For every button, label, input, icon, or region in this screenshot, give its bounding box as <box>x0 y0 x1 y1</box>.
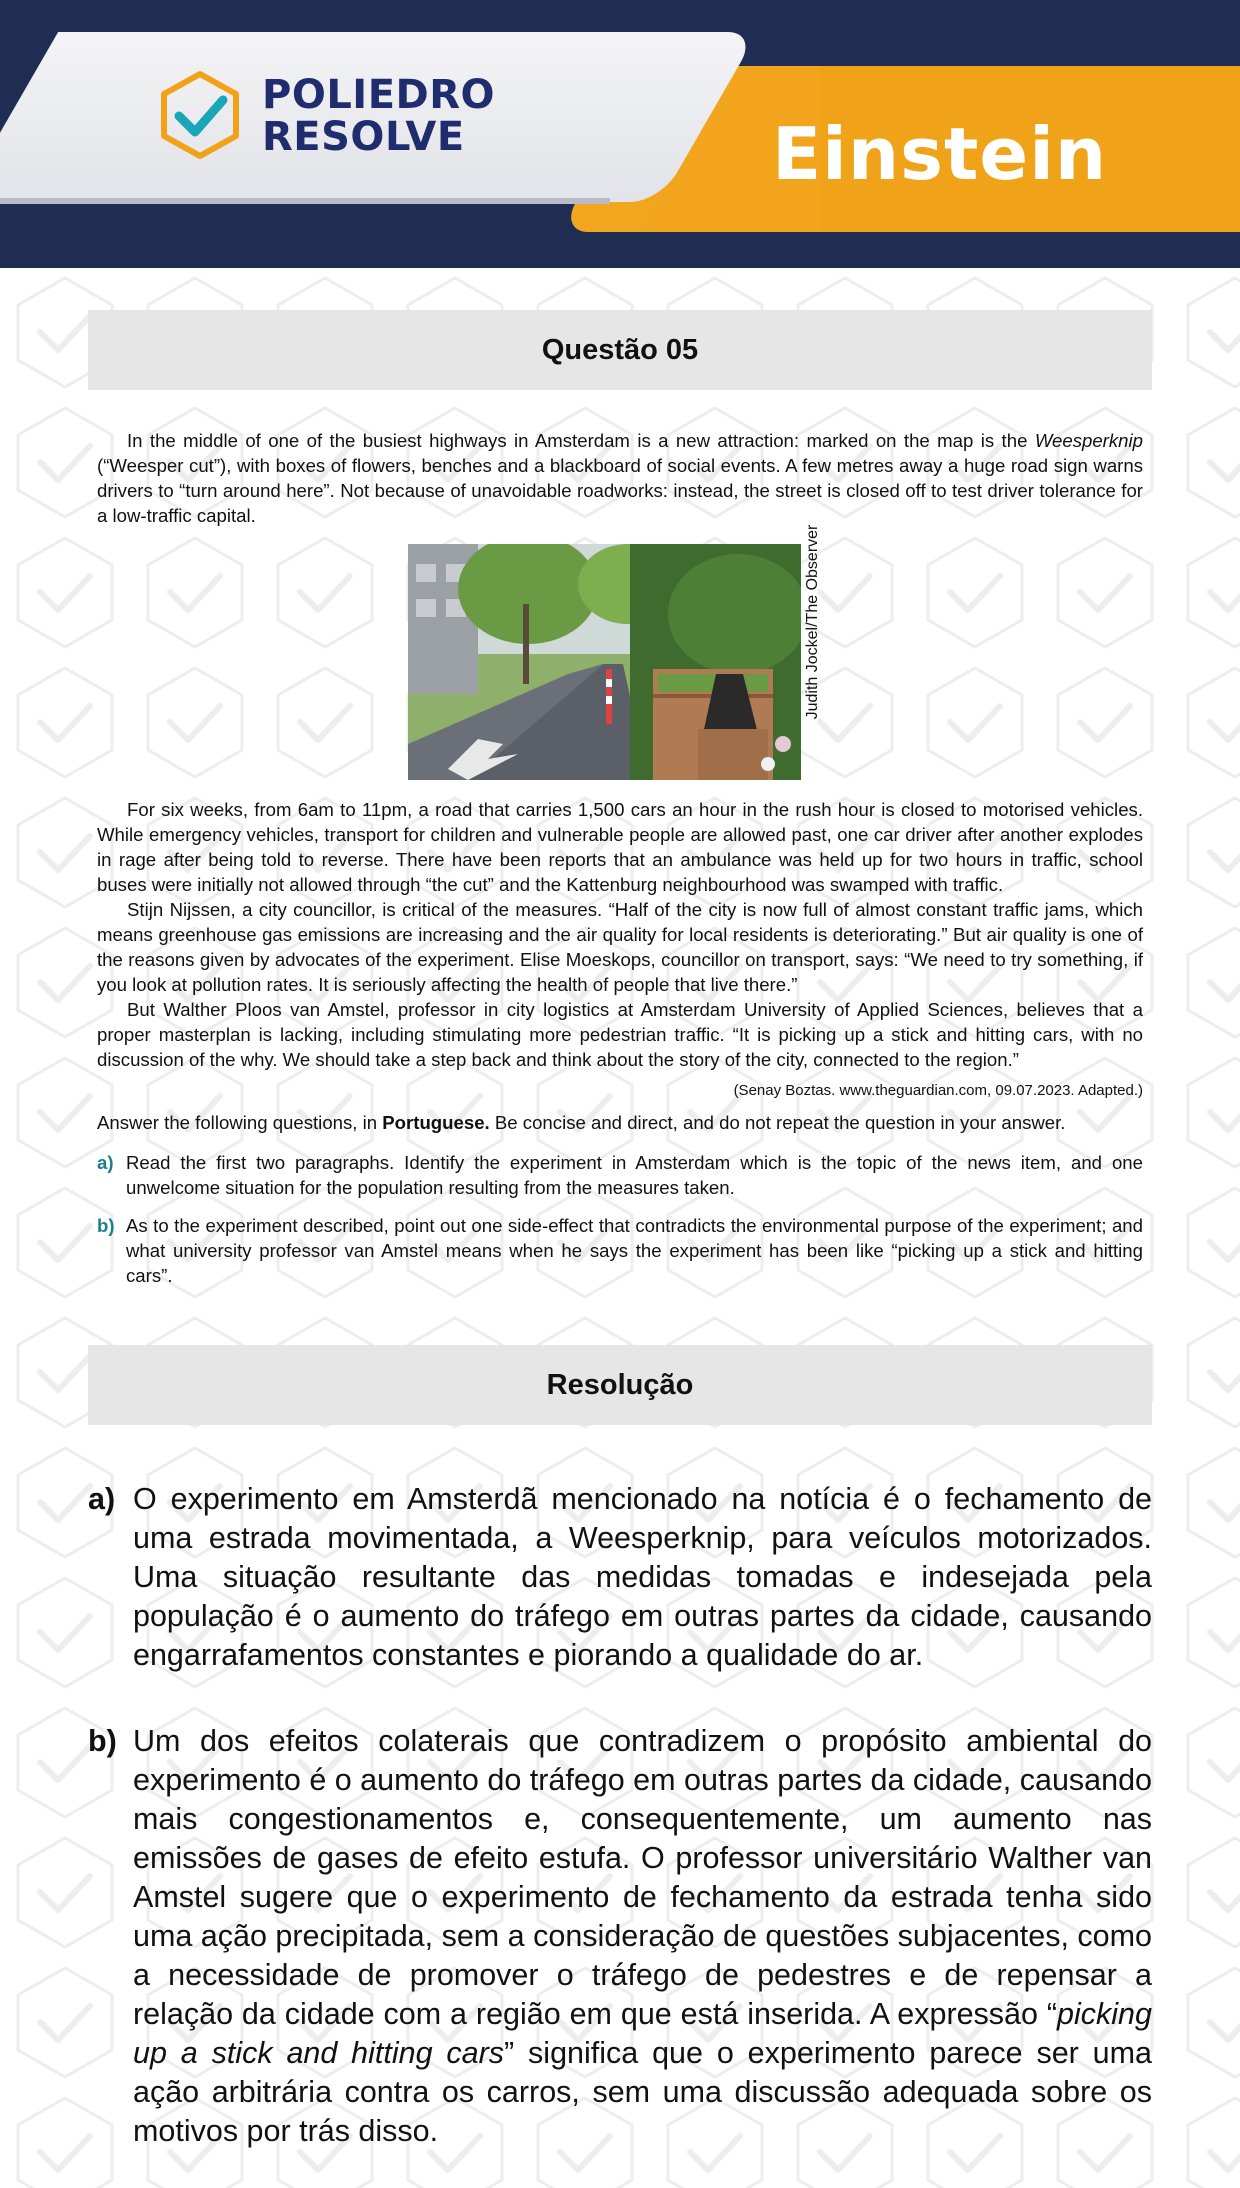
passage-paragraph-2: For six weeks, from 6am to 11pm, a road that carries 1,500 cars an hour in the rush hour is closed to motorised vehicles. While emergency vehicles, transport for children and vulnerable people are allowed past, one car driver after another explodes in rage after being told to reverse. There have been reports that an ambulance was held up for two hours in traffic, school buses were initially not allowed through “the cut” and the Kattenburg neighbourhood was swamped with traffic. <box>97 799 1143 895</box>
photo-credit: Judith Jockel/The Observer <box>804 524 821 720</box>
question-title: Questão 05 <box>541 333 699 366</box>
answer-label: a) <box>88 1482 116 1516</box>
passage-paragraph-4: But Walther Ploos van Amstel, professor in city logistics at Amsterdam University of Applied Sciences, believes that a proper masterplan is lacking, including stimulating more pedestrian traffic. “It is picking up a stick and hitting cars, with no discussion of the why. We should take a step back and think about the story of the city, connected to the region.” <box>97 999 1143 1070</box>
question-item-a <box>97 1150 1143 1200</box>
resolution-title: Resolução <box>546 1368 694 1401</box>
item-label: b) <box>97 1215 115 1236</box>
logo-wordmark <box>262 74 495 158</box>
item-text: Read the first two paragraphs. Identify the experiment in Amsterdam which is the topic of the news item, and one unwelcome situation for the population resulting from the measures taken. <box>126 1152 1143 1198</box>
answer-text: Um dos efeitos colaterais que contradizem o propósito ambiental do experimento é o aumento do tráfego em outras partes da cidade, causando mais congestionamentos e, consequentemente, um aumento nas emissões de gases de efeito estufa. O professor universitário Walther van Amstel sugere que o experimento de fechamento da estrada tenha sido uma ação precipitada, sem a consideração de questões subjacentes, como a necessidade de promover o tráfego de pedestres e de repensar a relação da cidade com a região em que está inserida. A expressão “picking up a stick and hitting cars” significa que o experimento parece ser uma ação arbitrária contra os carros, sem uma discussão adequada sobre os motivos por trás disso. <box>133 1724 1153 2148</box>
passage-paragraph-3: Stijn Nijssen, a city councillor, is critical of the measures. “Half of the city is now full of almost constant traffic jams, which means greenhouse gas emissions are increasing and the air quality for local residents is deteriorating.” But air quality is one of the reasons given by advocates of the experiment. Elise Moeskops, councillor on transport, says: “We need to try something, if you look at pollution rates. It is seriously affecting the health of people that live there.” <box>97 899 1143 995</box>
answer-text: O experimento em Amsterdã mencionado na notícia é o fechamento de uma estrada movimentada, a Weesperknip, para veículos motorizados. Uma situação resultante das medidas tomadas e indesejada pela população é o aumento do tráfego em outras partes da cidade, causando engarrafamentos constantes e piorando a qualidade do ar. <box>133 1482 1152 1672</box>
question-instruction: Answer the following questions, in Portuguese. Be concise and direct, and do not repeat the question in your answer. <box>97 1112 1066 1133</box>
question-item-b <box>97 1213 1143 1288</box>
logo-line-2: RESOLVE <box>262 114 465 160</box>
passage-paragraph-1: In the middle of one of the busiest highways in Amsterdam is a new attraction: marked on the map is the Weesperknip (“Weesper cut”), with boxes of flowers, benches and a blackboard of social events. A few metres away a huge road sign warns drivers to “turn around here”. Not because of unavoidable roadworks: instead, the street is closed off to test driver tolerance for a low-traffic capital. <box>97 430 1143 526</box>
weesperknip-term: Weesperknip <box>1034 430 1143 451</box>
question-title-bar <box>88 310 1152 390</box>
header-panel-shadow <box>0 198 610 204</box>
resolution-title-bar <box>88 1345 1152 1425</box>
check-hexagon-icon <box>155 70 245 160</box>
street-photo <box>408 544 801 780</box>
page-header <box>0 0 1240 268</box>
exam-brand: Einstein <box>772 112 1108 196</box>
item-label: a) <box>97 1152 114 1173</box>
answer-b <box>88 1722 1152 2151</box>
answer-a <box>88 1480 1152 1675</box>
answer-label: b) <box>88 1724 117 1758</box>
instruction-language: Portuguese. <box>382 1112 490 1133</box>
quoted-expression: picking up a stick and hitting cars <box>133 1997 1152 2070</box>
passage-source: (Senay Boztas. www.theguardian.com, 09.07.2023. Adapted.) <box>733 1082 1143 1099</box>
passage-body <box>97 797 1143 1072</box>
passage-intro <box>97 428 1143 528</box>
item-text: As to the experiment described, point out one side-effect that contradicts the environmental purpose of the experiment; and what university professor van Amstel means when he says the experiment has been like “picking up a stick and hitting cars”. <box>126 1215 1143 1286</box>
logo-line-1: POLIEDRO <box>262 72 496 118</box>
